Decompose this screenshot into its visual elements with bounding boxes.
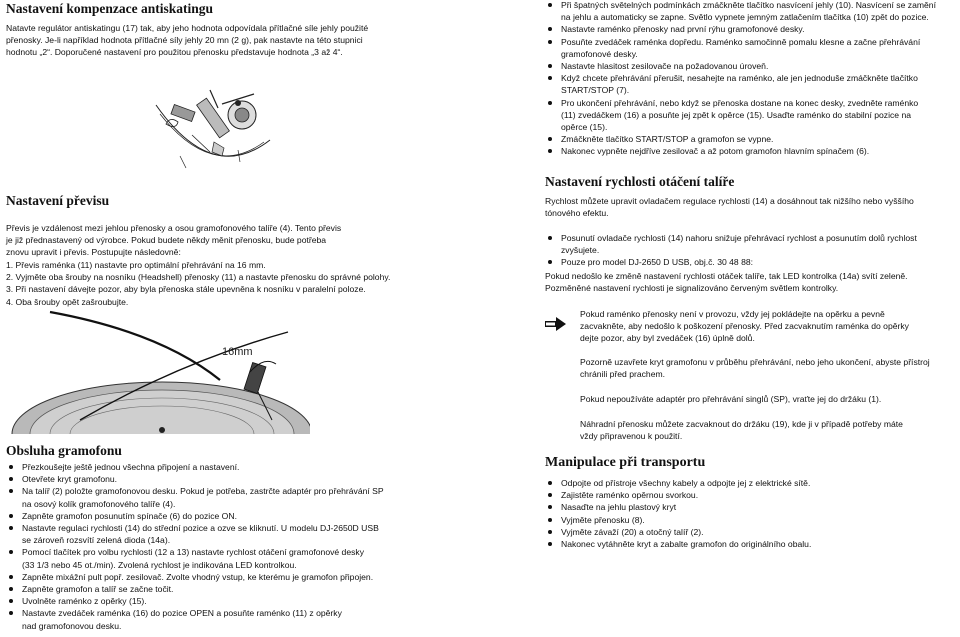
list-item: Při špatných světelných podmínkách zmáčkněte tlačítko nasvícení jehly (10). Nasvícení se zamění na jehlu a automaticky se zapne. Světlo vypnete jemným zatlačením tlačítka (10) zpět do pozice. <box>545 0 957 23</box>
playback-list <box>545 0 957 158</box>
list-item: Posunutí ovladače rychlosti (14) nahoru snižuje přehrávací rychlost a posunutím dolů rychlost zvyšujete. <box>545 232 957 256</box>
list-item: Přezkoušejte ještě jednou všechna připojení a nastavení. <box>6 461 456 473</box>
list-item: Otevřete kryt gramofonu. <box>6 473 456 485</box>
obsluha-list <box>6 461 456 632</box>
list-item: Na talíř (2) položte gramofonovou desku. Pokud je potřeba, zastrčte adaptér pro přehrávání SP na osový kolík gramofonového talíře (4). <box>6 485 456 509</box>
list-item: Pouze pro model DJ-2650 D USB, obj.č. 30 48 88: <box>545 256 957 268</box>
transport-list <box>545 477 957 550</box>
list-item: Nastavte raménko přenosky nad první rýhu gramofonové desky. <box>545 23 957 35</box>
list-item: Vyjměte závaží (20) a otočný talíř (2). <box>545 526 957 538</box>
overhang-diagram <box>10 302 310 434</box>
list-item: Vyjměte přenosku (8). <box>545 514 957 526</box>
list-item: Nasaďte na jehlu plastový kryt <box>545 501 957 513</box>
list-item: Nastavte regulaci rychlosti (14) do střední pozice a ozve se kliknutí. U modelu DJ-2650D USB se zároveň rozsvítí zelená dioda (14a). <box>6 522 456 546</box>
note-cover: Pozorně uzavřete kryt gramofonu v průběhu přehrávání, nebo jeho ukončení, abyste přístroj chránili před prachem. <box>580 357 930 380</box>
list-item: Zajistěte raménko opěrnou svorkou. <box>545 489 957 501</box>
note-spare-cartridge: Náhradní přenosku můžete zacvaknout do držáku (19), kde ji v případě potřeby máte vždy připravenou k použití. <box>580 419 903 442</box>
list-item: Nastavte hlasitost zesilovače na požadovanou úroveň. <box>545 60 957 72</box>
speed-after: Pokud nedošlo ke změně nastavení rychlosti otáček talíře, tak LED kontrolka (14a) svítí zeleně. Pozměněné nastavení rychlosti je signalizováno červeným světlem kontrolky. <box>545 271 908 294</box>
list-item: Nakonec vytáhněte kryt a zabalte gramofon do originálního obalu. <box>545 538 957 550</box>
heading-speed: Nastavení rychlosti otáčení talíře <box>545 174 735 189</box>
speed-list <box>545 232 957 269</box>
list-item: Pro ukončení přehrávání, nebo když se přenoska dostane na konec desky, zvedněte raménko (11) zvedáčkem (16) a posuňte jej zpět k opěrce (15). Usaďte raménko do stabilní pozice na opěrce (15). <box>545 97 957 134</box>
note-tonearm-rest: Pokud raménko přenosky není v provozu, vždy jej pokládejte na opěrku a pevně zacvakněte, aby nedošlo k poškození přenosky. Před zacvaknutím raménka do opěrky dejte pozor, aby byl zvedáček (16) úplně dolů. <box>580 309 909 344</box>
heading-prevod: Nastavení převisu <box>6 193 110 208</box>
list-item: Posuňte zvedáček raménka dopředu. Raménko samočinně pomalu klesne a začne přehrávání gramofonové desky. <box>545 36 957 60</box>
antiskating-text: Natavte regulátor antiskatingu (17) tak, aby jeho hodnota odpovídala přítlačné síle jehly použité přenosky. Je-li například hodnota přítlačné síly jehly 20 mn (2 g), pak nastavte na této stupnici hodnotu „2“. Doporučené nastavení pro použitou přenosku představuje hodnota „3 až 4“. <box>6 23 369 58</box>
prevod-steps: 1. Převis raménka (11) nastavte pro optimální přehrávání na 16 mm. 2. Vyjměte oba šrouby na nosníku (Headshell) přenosky (11) a nastavte přenosku do správné polohy. 3. Při nastavení dávejte pozor, aby byla přenoska stále upevněna k nosníku v paralelní poloze. 4. Oba šrouby opět zašroubujte. <box>6 260 391 307</box>
list-item: Zapněte gramofon a talíř se začne točit. <box>6 583 456 595</box>
list-item: Uvolněte raménko z opěrky (15). <box>6 595 456 607</box>
list-item: Nakonec vypněte nejdříve zesilovač a až potom gramofon hlavním spínačem (6). <box>545 145 957 157</box>
heading-obsluha: Obsluha gramofonu <box>6 443 122 458</box>
speed-intro: Rychlost můžete upravit ovladačem regulace rychlosti (14) a dosáhnout tak nižšího nebo vyššího tónového efektu. <box>545 196 914 219</box>
overhang-label: 16mm <box>222 346 253 358</box>
heading-transport: Manipulace při transportu <box>545 455 706 470</box>
note-adapter: Pokud nepoužíváte adaptér pro přehrávání singlů (SP), vraťte jej do držáku (1). <box>580 394 882 404</box>
list-item: Pomocí tlačítek pro volbu rychlosti (12 a 13) nastavte rychlost otáčení gramofonové desky (33 1/3 nebo 45 ot./min). Zvolená rychlost je indikována LED kontrolkou. <box>6 546 456 570</box>
list-item: Zmáčkněte tlačítko START/STOP a gramofon se vypne. <box>545 133 957 145</box>
list-item: Když chcete přehrávání přerušit, nesahejte na raménko, ale jen jednoduše zmáčkněte tlačítko START/STOP (7). <box>545 72 957 96</box>
hand-pointer-icon <box>544 314 568 334</box>
antiskating-illustration <box>152 80 272 190</box>
list-item: Zapněte mixážní pult popř. zesilovač. Zvolte vhodný vstup, ke kterému je gramofon připojen. <box>6 571 456 583</box>
heading-antiskating: Nastavení kompenzace antiskatingu <box>6 1 214 16</box>
list-item: Odpojte od přístroje všechny kabely a odpojte jej z elektrické sítě. <box>545 477 957 489</box>
list-item: Zapněte gramofon posunutím spínače (6) do pozice ON. <box>6 510 456 522</box>
prevod-intro: Převis je vzdálenost mezi jehlou přenosky a osou gramofonového talíře (4). Tento převis je již přednastavený od výrobce. Pokud budete někdy měnit přenosku, bude potřeba znovu upravit i převis. Postupujte následovně: <box>6 223 342 258</box>
list-item: Nastavte zvedáček raménka (16) do pozice OPEN a posuňte raménko (11) z opěrky nad gramofonovou desku. <box>6 607 456 631</box>
